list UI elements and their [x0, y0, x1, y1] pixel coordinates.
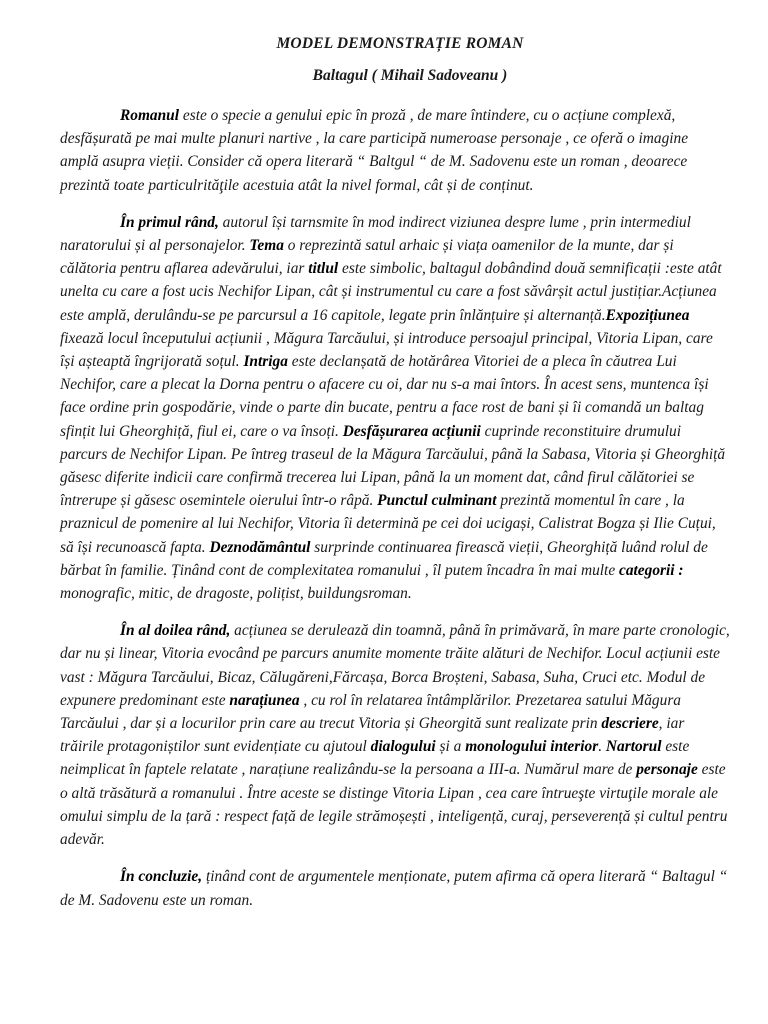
emphasized-term: În al doilea rând, [120, 622, 231, 640]
paragraph-3 [60, 619, 730, 851]
document-body [60, 104, 730, 912]
paragraph-text: autorul își tarnsmite în mod indirect viziunea despre lume , prin intermediul naratorului și al personajelor. [60, 213, 691, 255]
paragraph-text: monografic, mitic, de dragoste, polițist, buildungsroman. [60, 585, 412, 603]
paragraph-text: este o specie a genului epic în proză , de mare întindere, cu o acțiune complexă, desfășurată pe mai multe planuri nartive , la care participă numeroase personaje , ce oferă o imagine amplă asupra vieții. Consider că opera literară “ Baltgul “ de M. Sadovenu este un roman , deoarece prezintă toate particulrităţile acestuia atât la nivel formal, cât și de conținut. [60, 107, 689, 194]
paragraph-2 [60, 211, 730, 605]
paragraph-1 [60, 104, 730, 197]
paragraph-text: . [598, 738, 606, 756]
emphasized-term: descriere [601, 715, 659, 733]
paragraph-text: este neimplicat în faptele relatate , narațiune realizându-se la persoana a III-a. Numărul mare de [60, 738, 690, 779]
emphasized-term: dialogului [370, 738, 436, 756]
emphasized-term: categorii : [619, 561, 684, 579]
emphasized-term: În concluzie, [120, 868, 203, 886]
paragraph-text: este simbolic, baltagul dobândind două semnificații :este atât unelta cu care a fost ucis Nechifor Lipan, cât și instrumentul cu care a fost săvârșit actul justițiar.Acțiunea este amplă, derulându-se pe parcursul a 16 capitole, legate prin înlănțuire și alternanță. [60, 260, 722, 324]
paragraph-text: , iar trăirile protagoniștilor sunt evidențiate cu ajutoul [60, 715, 685, 756]
emphasized-term: Intriga [243, 353, 288, 371]
emphasized-term: Nartorul [605, 738, 662, 756]
emphasized-term: Desfășurarea acțiunii [342, 422, 481, 440]
emphasized-term: În primul rând, [120, 213, 219, 231]
paragraph-text: fixează locul începutului acțiunii , Măgura Tarcăului, și introduce persoajul principal, Vitoria Lipan, care își așteaptă îngrijorată soțul. [60, 329, 713, 371]
emphasized-term: Deznodământul [209, 538, 311, 556]
emphasized-term: monologului interior [465, 738, 599, 756]
paragraph-text: este o altă trăsătură a romanului . Între aceste se distinge Vitoria Lipan , cea care întrueşte virtuţile morale ale omului simplu de la țară : respect față de legile strămoșești , inteligență, curaj, perseverență și cultul pentru adevăr. [60, 761, 728, 849]
emphasized-term: titlul [308, 260, 339, 278]
emphasized-term: Tema [249, 237, 284, 255]
paragraph-text: acțiunea se derulează din toamnă, până în primăvară, în mare parte cronologic, dar nu și linear, Vitoria evocând pe parcurs anumite momente trăite alături de Nechifor. Locul acțiunii este vast : Măgura Tarcăului, Bicaz, Călugăreni,Fărcașa, Borca Broșteni, Sabasa, Suha, Cruci etc. Modul de expunere predominant este [60, 622, 730, 709]
paragraph-text: o reprezintă satul arhaic și viața oamenilor de la munte, dar și călătoria pentru aflarea adevărului, iar [60, 237, 674, 278]
paragraph-text: prezintă momentul în care , la praznicul de pomenire al lui Nechifor, Vitoria îi determină pe cei doi ucigași, Calistrat Bogza și Ilie Cuțui, să își recunoască fapta. [60, 492, 716, 556]
emphasized-term: Expozițiunea [605, 306, 690, 324]
paragraph-text: surprinde continuarea firească vieții, Gheorghiță luând rolul de bărbat în familie. Ținând cont de complexitatea romanului , îl putem încadra în mai multe [60, 538, 708, 579]
paragraph-text: ținând cont de argumentele menționate, putem afirma că opera literară “ Baltagul “ de M. Sadovenu este un roman. [60, 868, 728, 909]
emphasized-term: narațiunea [229, 691, 300, 709]
paragraph-4 [60, 865, 730, 911]
paragraph-text: și a [435, 738, 466, 756]
paragraph-text: cuprinde reconstituire drumului parcurs de Nechifor Lipan. Pe întreg traseul de la Măgura Tarcăului, până la Sabasa, Vitoria și Gheorghiță găsesc diferite indicii care confirmă trecerea lui Lipan, până la un moment dat, când firul călătoriei se întrerupe și găsesc osemintele oierului într-o râpă. [60, 422, 726, 510]
document-title: MODEL DEMONSTRAȚIE ROMAN [276, 35, 524, 52]
emphasized-term: Punctul culminant [377, 492, 497, 510]
document-subtitle: Baltagul ( Mihail Sadoveanu ) [312, 67, 508, 84]
paragraph-text: , cu rol în relatarea întâmplărilor. Prezetarea satului Măgura Tarcăului , dar și a locurilor prin care au trecut Vitoria și Gheorgită sunt realizate prin [60, 691, 682, 733]
emphasized-term: Romanul [120, 107, 180, 124]
emphasized-term: personaje [636, 761, 698, 779]
paragraph-text: este declanșată de hotărârea Vitoriei de a pleca în căutrea Lui Nechifor, care a plecat la Dorna pentru o afacere cu oi, dar nu s-a mai întors. În acest sens, muntenca își face ordine prin gospodărie, vinde o parte din bucate, pentru a face rost de bani și îi comandă un baltag sfințit lui Gheorghiță, fiul ei, care o va însoți. [60, 353, 709, 440]
